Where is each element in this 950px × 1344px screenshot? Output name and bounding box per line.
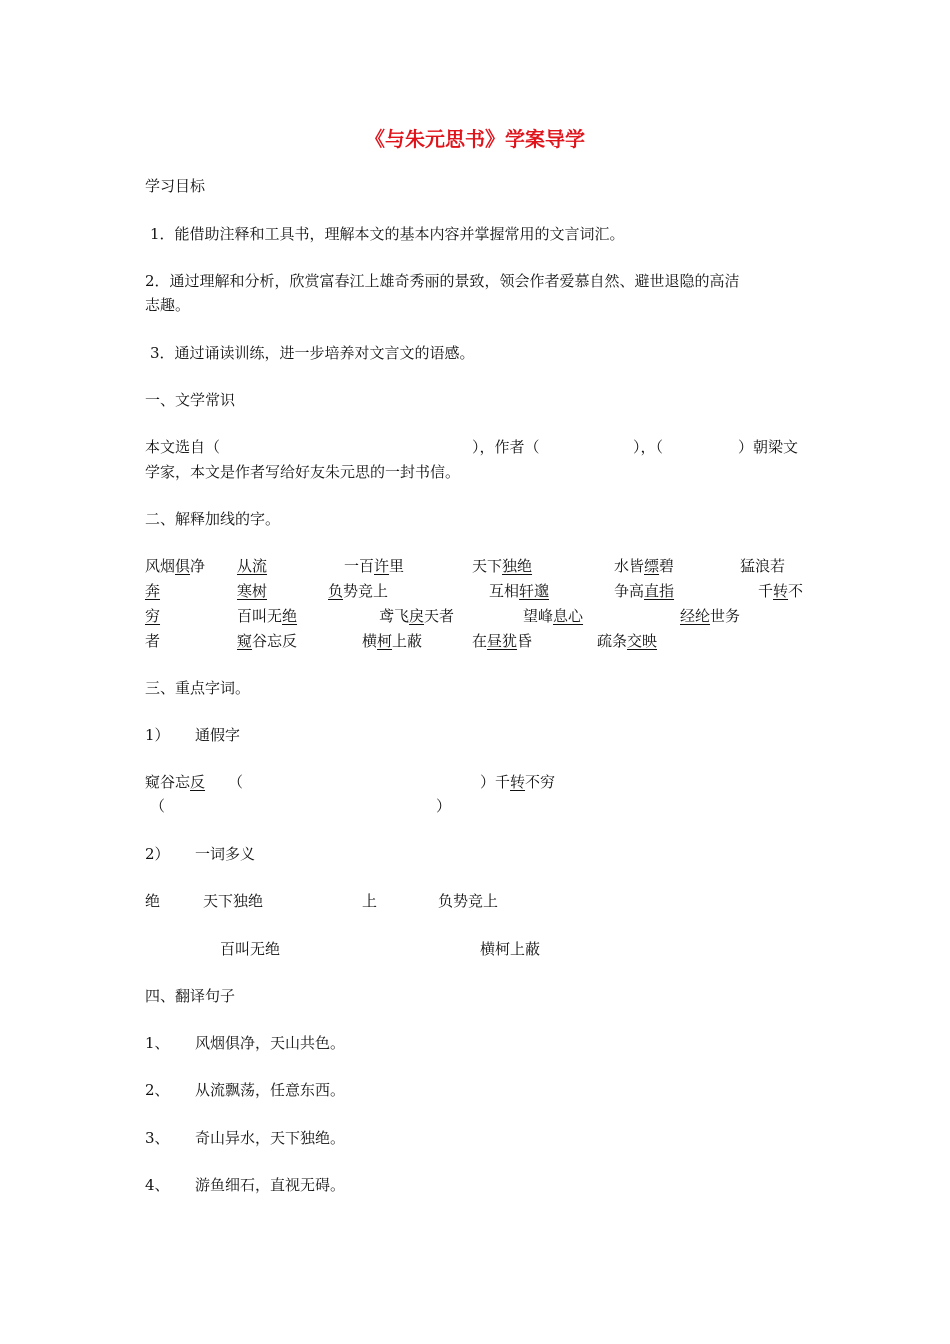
s1-text-a: 本文选自（ xyxy=(145,438,221,456)
polysemy-example: 天下独绝 xyxy=(203,892,264,910)
tongjia-close-2: ） xyxy=(436,797,452,815)
vocab-word: 奔 xyxy=(145,582,161,600)
vocab-word: 鸢飞戾天者 xyxy=(379,607,455,625)
polysemy-example: 百叫无绝 xyxy=(220,940,281,958)
vocab-word: 负势竞上 xyxy=(328,582,389,600)
vocab-word: 千转不 xyxy=(758,582,804,600)
vocab-word: 水皆缥碧 xyxy=(614,557,675,575)
objective-2: 2．通过理解和分析，欣赏富春江上雄奇秀丽的景致，领会作者爱慕自然、避世退隐的高洁 xyxy=(145,272,740,290)
vocab-word: 一百许里 xyxy=(344,557,405,575)
tongjia-open-2: （ xyxy=(150,797,166,815)
objective-2-cont: 志趣。 xyxy=(145,296,191,314)
vocab-word: 疏条交映 xyxy=(597,632,658,650)
tongjia-line-2: ）千转不穷 xyxy=(480,773,556,791)
vocab-word: 者 xyxy=(145,632,161,650)
sub2-label: 一词多义 xyxy=(195,845,256,863)
sentence-text: 从流飘荡，任意东西。 xyxy=(195,1081,346,1099)
objective-3: 3．通过诵读训练，进一步培养对文言文的语感。 xyxy=(150,344,475,362)
sub1-number: 1） xyxy=(145,726,170,744)
vocab-word: 穷 xyxy=(145,607,161,625)
polysemy-word-2: 上 xyxy=(362,892,378,910)
sentence-text: 奇山异水，天下独绝。 xyxy=(195,1129,346,1147)
section-3-heading: 三、重点字词。 xyxy=(145,679,251,697)
objectives-heading: 学习目标 xyxy=(145,177,206,195)
section-4-heading: 四、翻译句子 xyxy=(145,987,236,1005)
polysemy-example: 横柯上蔽 xyxy=(480,940,541,958)
vocab-word: 寒树 xyxy=(237,582,268,600)
vocab-word: 横柯上蔽 xyxy=(362,632,423,650)
sub1-label: 通假字 xyxy=(195,726,241,744)
vocab-word: 从流 xyxy=(237,557,268,575)
section-2-heading: 二、解释加线的字。 xyxy=(145,510,281,528)
objective-1: 1．能借助注释和工具书，理解本文的基本内容并掌握常用的文言词汇。 xyxy=(150,225,625,243)
vocab-word: 猛浪若 xyxy=(740,557,786,575)
sentence-number: 1、 xyxy=(145,1034,170,1052)
tongjia-line-1: 窥谷忘反 xyxy=(145,773,206,791)
sentence-number: 2、 xyxy=(145,1081,170,1099)
page-title: 《与朱元思书》学案导学 xyxy=(365,127,585,151)
vocab-word: 在昼犹昏 xyxy=(472,632,533,650)
vocab-word: 天下独绝 xyxy=(472,557,533,575)
vocab-word: 百叫无绝 xyxy=(237,607,298,625)
vocab-word: 风烟俱净 xyxy=(145,557,206,575)
sub2-number: 2） xyxy=(145,845,170,863)
tongjia-open-1: （ xyxy=(228,773,244,791)
sentence-text: 风烟俱净，天山共色。 xyxy=(195,1034,346,1052)
vocab-word: 窥谷忘反 xyxy=(237,632,298,650)
sentence-text: 游鱼细石，直视无碍。 xyxy=(195,1176,346,1194)
sentence-number: 3、 xyxy=(145,1129,170,1147)
vocab-word: 互相轩邈 xyxy=(489,582,550,600)
vocab-word: 望峰息心 xyxy=(523,607,584,625)
polysemy-example: 负势竞上 xyxy=(438,892,499,910)
vocab-word: 经纶世务 xyxy=(680,607,741,625)
sentence-number: 4、 xyxy=(145,1176,170,1194)
s1-text-d: ）朝梁文 xyxy=(738,438,799,456)
polysemy-word-1: 绝 xyxy=(145,892,161,910)
s1-text-c: ），（ xyxy=(633,438,664,456)
section-1-heading: 一、文学常识 xyxy=(145,391,236,409)
s1-text-line2: 学家，本文是作者写给好友朱元思的一封书信。 xyxy=(145,463,461,481)
vocab-word: 争高直指 xyxy=(614,582,675,600)
s1-text-b: ），作者（ xyxy=(472,438,540,456)
